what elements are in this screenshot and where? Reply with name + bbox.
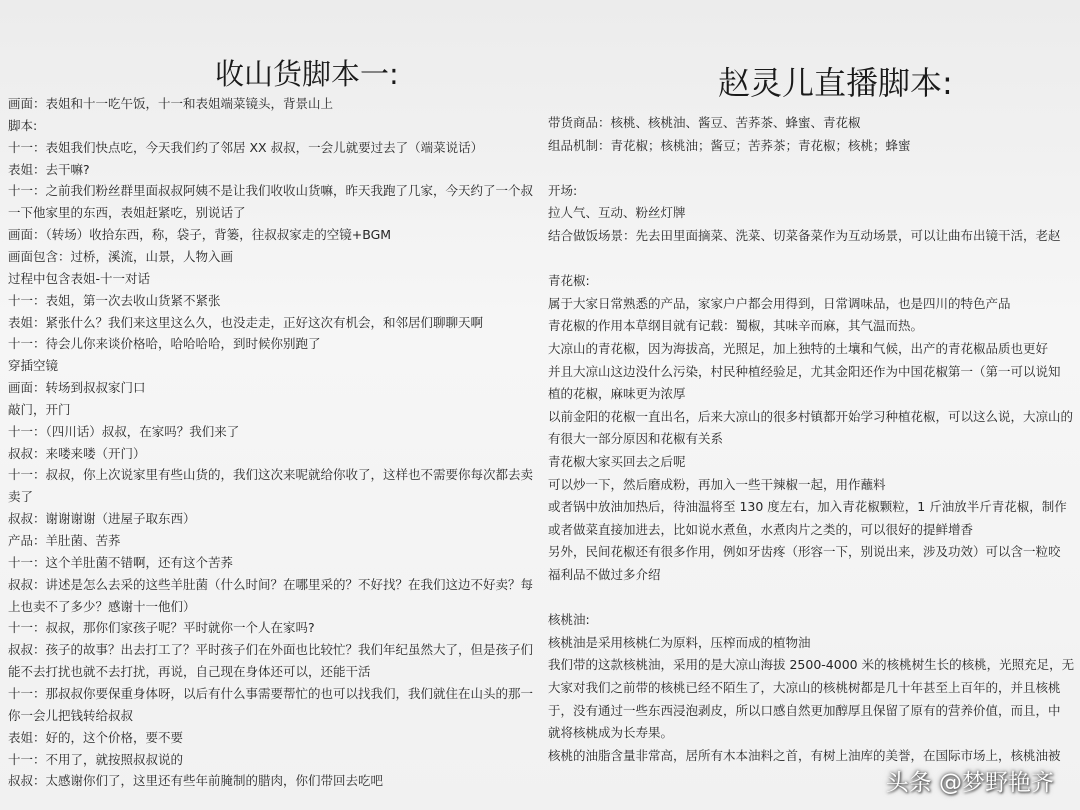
text-line: 叔叔：来喽来喽（开门） xyxy=(8,445,146,461)
text-line: 青花椒的作用本草纲目就有记载：蜀椒，其味辛而麻，其气温而热。 xyxy=(548,318,924,334)
text-line: 卖了 xyxy=(8,489,34,505)
text-line: 叔叔：谢谢谢谢（进屋子取东西） xyxy=(8,511,196,527)
text-line: 叔叔：孩子的故事？出去打工了？平时孩子们在外面也比较忙？我们年纪虽然大了，但是孩子们 xyxy=(8,642,534,658)
text-line: 画面：（转场）收拾东西，称，袋子，背篓，往叔叔家走的空镜+BGM xyxy=(8,227,392,243)
text-line: 叔叔：太感谢你们了，这里还有些年前腌制的腊肉，你们带回去吃吧 xyxy=(8,773,384,789)
text-line: 拉人气、互动、粉丝灯牌 xyxy=(548,205,686,221)
text-line: 敲门，开门 xyxy=(8,401,71,417)
text-line: 穿插空镜 xyxy=(8,358,59,374)
text-line: 十一：表姐我们快点吃，今天我们约了邻居 XX 叔叔，一会儿就要过去了（端菜说话） xyxy=(8,139,484,155)
text-line: 核桃油是采用核桃仁为原料，压榨而成的植物油 xyxy=(548,634,811,650)
watermark: 头条 @梦野艳齐 xyxy=(885,770,1054,796)
text-line: 属于大家日常熟悉的产品，家家户户都会用得到，日常调味品，也是四川的特色产品 xyxy=(548,295,1011,311)
text-line: 十一：（四川话）叔叔，在家吗？我们来了 xyxy=(8,423,240,439)
text-line: 大家对我们之前带的核桃已经不陌生了，大凉山的核桃树都是几十年甚至上百年的，并且核桃 xyxy=(548,680,1061,695)
text-line: 结合做饭场景：先去田里面摘菜、洗菜、切菜备菜作为互动场景，可以让曲布出镜干活，老赵 xyxy=(548,228,1061,243)
text-line: 就将核桃成为长寿果。 xyxy=(548,725,674,741)
text-line: 过程中包含表姐-十一对话 xyxy=(8,270,151,286)
text-line: 上也卖不了多少？感谢十一他们） xyxy=(8,598,196,614)
text-line: 能不去打扰也就不去打扰，再说，自己现在身体还可以，还能干活 xyxy=(8,664,371,680)
text-line: 于，没有通过一些东西浸泡剥皮，所以口感自然更加醇厚且保留了原有的营养价值，而且，中 xyxy=(548,702,1061,718)
text-line: 十一：这个羊肚菌不错啊，还有这个苦荞 xyxy=(8,554,234,570)
text-line: 脚本: xyxy=(8,117,38,133)
text-line: 组品机制：青花椒；核桃油；酱豆；苦荞茶；青花椒；核桃；蜂蜜 xyxy=(548,137,911,153)
text-line: 可以炒一下，然后磨成粉，再加入一些干辣椒一起，用作蘸料 xyxy=(548,476,886,492)
text-line: 十一：不用了，就按照叔叔说的 xyxy=(8,751,184,767)
text-line: 十一：叔叔，那你们家孩子呢？平时就你一个人在家吗? xyxy=(8,620,315,636)
text-line: 叔叔：讲述是怎么去采的这些羊肚菌（什么时间？在哪里采的？不好找？在我们这边不好卖？每 xyxy=(8,576,534,592)
text-line: 核桃的油脂含量非常高，居所有木本油料之首，有树上油库的美誉，在国际市场上，核桃油被 xyxy=(548,747,1061,763)
text-line: 并且大凉山这边没什么污染，村民种植经验足，尤其金阳还作为中国花椒第一（第一可以说知 xyxy=(548,363,1061,379)
right-script-column xyxy=(537,0,1080,810)
text-line: 核桃油: xyxy=(548,612,590,628)
text-line: 开场: xyxy=(548,182,578,198)
text-line: 画面包含：过桥，溪流，山景，人物入画 xyxy=(8,248,234,264)
text-line: 十一：那叔叔你要保重身体呀，以后有什么事需要帮忙的也可以找我们，我们就住在山头的那一 xyxy=(8,685,534,701)
text-line: 我们带的这款核桃油，采用的是大凉山海拔 2500-4000 米的核桃树生长的核桃，光照充足，无 xyxy=(548,657,1075,673)
text-line: 表姐：好的，这个价格，要不要 xyxy=(8,729,184,745)
text-line: 带货商品：核桃、核桃油、酱豆、苦荞茶、蜂蜜、青花椒 xyxy=(548,115,861,130)
text-line: 以前金阳的花椒一直出名，后来大凉山的很多村镇都开始学习种植花椒，可以这么说，大凉山的 xyxy=(548,408,1074,424)
text-line: 表姐：紧张什么？我们来这里这么久，也没走走，正好这次有机会，和邻居们聊聊天啊 xyxy=(8,314,484,330)
text-line: 大凉山的青花椒，因为海拔高，光照足，加上独特的土壤和气候，出产的青花椒品质也更好 xyxy=(548,341,1049,356)
text-line: 另外，民间花椒还有很多作用，例如牙齿疼（形容一下，别说出来，涉及功效）可以含一粒咬 xyxy=(548,544,1061,560)
text-line: 产品：羊肚菌、苦荞 xyxy=(8,533,121,548)
text-line: 你一会儿把钱转给叔叔 xyxy=(8,707,134,723)
left-script-column xyxy=(0,0,535,810)
right-script-title: 赵灵儿直播脚本: xyxy=(718,64,953,102)
text-line: 福利品不做过多介绍 xyxy=(548,567,661,582)
text-line: 表姐：去干嘛? xyxy=(8,161,90,177)
text-line: 有很大一部分原因和花椒有关系 xyxy=(548,431,724,447)
left-script-title: 收山货脚本一: xyxy=(215,57,399,91)
text-line: 十一：待会儿你来谈价格哈，哈哈哈哈，到时候你别跑了 xyxy=(8,336,321,352)
text-line: 或者锅中放油加热后，待油温将至 130 度左右，加入青花椒颗粒，1 斤油放半斤青花椒，制作 xyxy=(548,499,1067,515)
text-line: 青花椒大家买回去之后呢 xyxy=(548,454,686,469)
text-line: 十一：之前我们粉丝群里面叔叔阿姨不是让我们收收山货嘛，昨天我跑了几家，今天约了一个叔 xyxy=(8,183,534,199)
text-line: 或者做菜直接加进去，比如说水煮鱼，水煮肉片之类的，可以很好的提鲜增香 xyxy=(548,521,974,537)
text-line: 十一：叔叔，你上次说家里有些山货的，我们这次来呢就给你收了，这样也不需要你每次都去卖 xyxy=(8,467,534,483)
text-line: 一下他家里的东西，表姐赶紧吃，别说话了 xyxy=(8,205,246,221)
text-line: 植的花椒，麻味更为浓厚 xyxy=(548,386,686,402)
text-line: 画面：转场到叔叔家门口 xyxy=(8,380,146,396)
text-line: 画面：表姐和十一吃午饭，十一和表姐端菜镜头，背景山上 xyxy=(8,96,334,111)
text-line: 十一：表姐，第一次去收山货紧不紧张 xyxy=(8,292,221,308)
text-line: 青花椒: xyxy=(548,273,590,289)
